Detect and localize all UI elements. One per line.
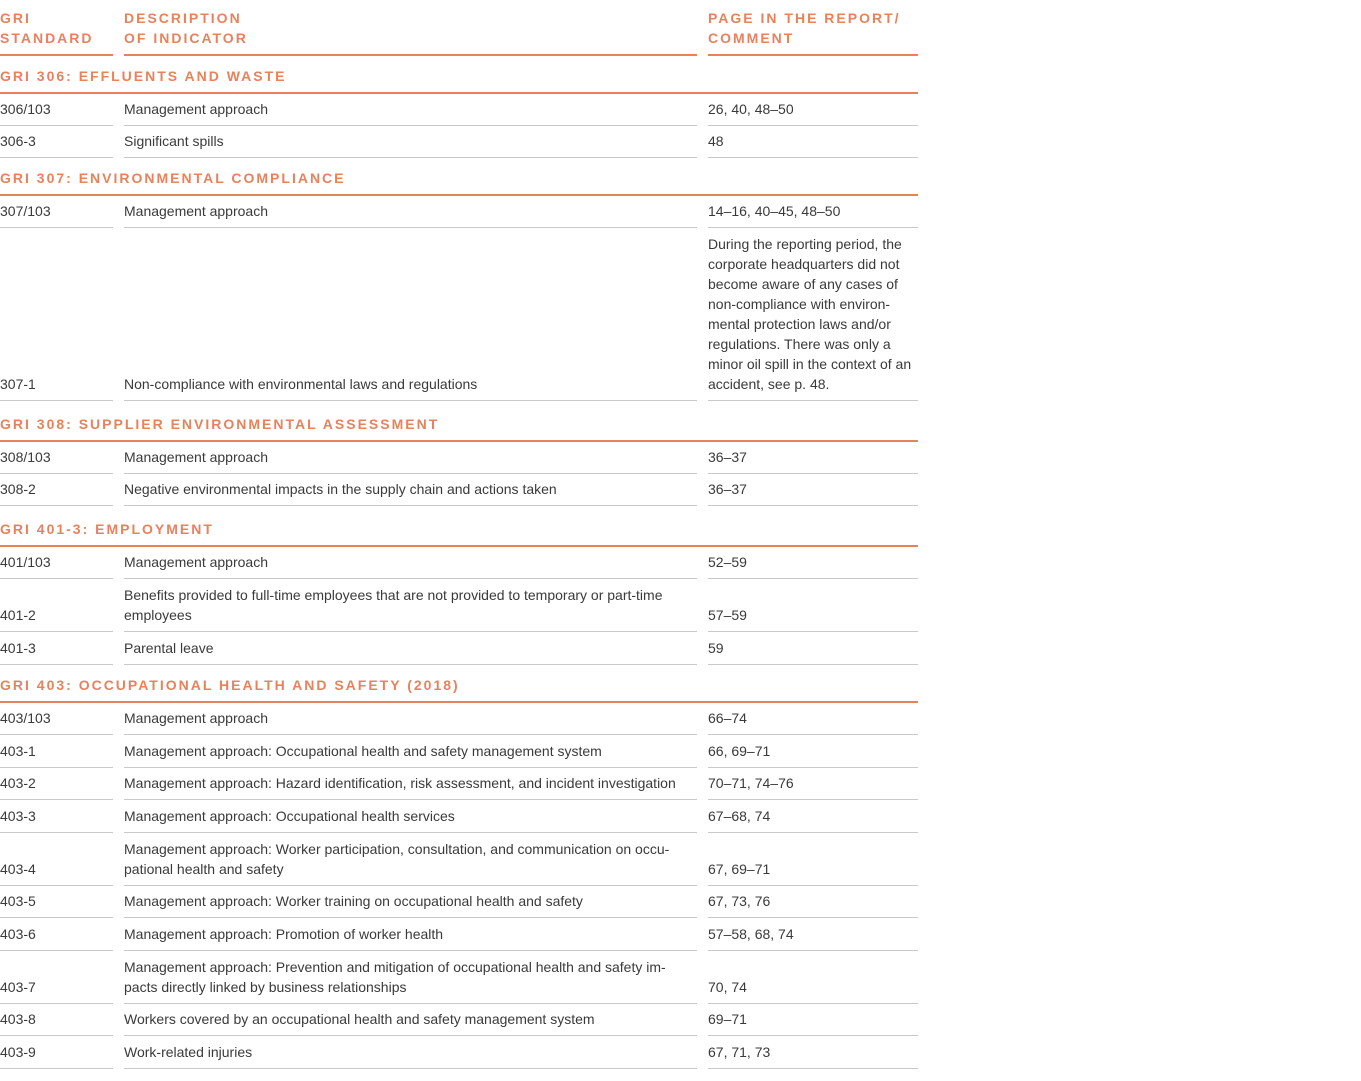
indicator-description-cell: Management approach [124, 203, 268, 219]
gri-code-cell: 401-2 [0, 607, 36, 623]
indicator-description-cell: Management approach [124, 710, 268, 726]
header-gri-standard: GRI STANDARD [0, 10, 94, 46]
section-title: GRI 306: EFFLUENTS AND WASTE [0, 68, 287, 84]
indicator-description-cell: Non-compliance with environmental laws and regulations [124, 376, 478, 392]
page-reference-cell: 59 [708, 640, 724, 656]
table-row [0, 1036, 918, 1069]
table-row [0, 579, 918, 632]
table-row [0, 735, 918, 768]
table-row [0, 94, 918, 126]
gri-code-cell: 403-2 [0, 775, 36, 791]
page-reference-cell: 52–59 [708, 554, 747, 570]
page-reference-cell: 66, 69–71 [708, 743, 771, 759]
indicator-description-cell: Workers covered by an occupational health and safety management system [124, 1011, 595, 1027]
table-row [0, 768, 918, 800]
section-heading [0, 158, 918, 196]
page-reference-cell: 14–16, 40–45, 48–50 [708, 203, 841, 219]
section-title: GRI 403: OCCUPATIONAL HEALTH AND SAFETY (2018) [0, 677, 460, 693]
table-header-row [0, 0, 918, 56]
gri-code-cell: 307-1 [0, 376, 36, 392]
section-title: GRI 308: SUPPLIER ENVIRONMENTAL ASSESSMENT [0, 416, 440, 432]
page-reference-cell: 57–58, 68, 74 [708, 926, 794, 942]
gri-code-cell: 403-6 [0, 926, 36, 942]
table-row [0, 126, 918, 158]
page-reference-cell: 36–37 [708, 449, 747, 465]
header-page-comment: PAGE IN THE REPORT/ COMMENT [708, 10, 901, 46]
indicator-description-cell: Management approach [124, 101, 268, 117]
indicator-description-cell: Parental leave [124, 640, 214, 656]
gri-code-cell: 403/103 [0, 710, 51, 726]
section-heading [0, 665, 918, 703]
gri-code-cell: 308-2 [0, 481, 36, 497]
table-row [0, 1004, 918, 1036]
page-reference-cell: 67, 71, 73 [708, 1044, 771, 1060]
page-reference-cell: 66–74 [708, 710, 747, 726]
indicator-description-cell: Negative environmental impacts in the supply chain and actions taken [124, 481, 557, 497]
table-row [0, 951, 918, 1004]
section-heading [0, 401, 918, 442]
indicator-description-cell: Benefits provided to full-time employees that are not provided to temporary or part-time employees [124, 587, 663, 623]
gri-code-cell: 403-8 [0, 1011, 36, 1027]
table-row [0, 703, 918, 735]
page-reference-cell: 67–68, 74 [708, 808, 771, 824]
gri-code-cell: 401-3 [0, 640, 36, 656]
table-row [0, 547, 918, 579]
page-reference-cell: 69–71 [708, 1011, 747, 1027]
gri-code-cell: 307/103 [0, 203, 51, 219]
indicator-description-cell: Management approach [124, 449, 268, 465]
gri-code-cell: 306-3 [0, 133, 36, 149]
table-body [0, 56, 918, 1069]
indicator-description-cell: Management approach: Promotion of worker health [124, 926, 444, 942]
indicator-description-cell: Management approach: Occupational health and safety management system [124, 743, 602, 759]
gri-code-cell: 403-4 [0, 861, 36, 877]
table-row [0, 474, 918, 506]
gri-code-cell: 403-5 [0, 893, 36, 909]
table-row [0, 886, 918, 918]
page-reference-cell: 36–37 [708, 481, 747, 497]
section-heading [0, 506, 918, 547]
gri-code-cell: 308/103 [0, 449, 51, 465]
gri-code-cell: 401/103 [0, 554, 51, 570]
header-description-of-indicator: DESCRIPTION OF INDICATOR [124, 10, 248, 46]
table-row [0, 918, 918, 951]
page-reference-cell: 70, 74 [708, 979, 747, 995]
gri-code-cell: 306/103 [0, 101, 51, 117]
table-row [0, 196, 918, 228]
indicator-description-cell: Significant spills [124, 133, 224, 149]
section-title: GRI 401-3: EMPLOYMENT [0, 521, 214, 537]
indicator-description-cell: Management approach: Worker training on occupational health and safety [124, 893, 583, 909]
page-reference-cell: 67, 73, 76 [708, 893, 771, 909]
section-title: GRI 307: ENVIRONMENTAL COMPLIANCE [0, 170, 346, 186]
page-reference-cell: 26, 40, 48–50 [708, 101, 794, 117]
table-row [0, 833, 918, 886]
section-heading [0, 56, 918, 94]
indicator-description-cell: Management approach: Occupational health services [124, 808, 455, 824]
indicator-description-cell: Management approach: Prevention and mitigation of occupational health and safety im-pacts directly linked by business relationships [124, 959, 666, 995]
table-row [0, 800, 918, 833]
indicator-description-cell: Management approach: Worker participation, consultation, and communication on occu-pational health and safety [124, 841, 670, 877]
indicator-description-cell: Work-related injuries [124, 1044, 253, 1060]
gri-code-cell: 403-1 [0, 743, 36, 759]
table-row [0, 228, 918, 401]
table-row [0, 442, 918, 474]
gri-code-cell: 403-3 [0, 808, 36, 824]
page-reference-cell: 70–71, 74–76 [708, 775, 794, 791]
indicator-description-cell: Management approach [124, 554, 268, 570]
table-row [0, 632, 918, 665]
gri-code-cell: 403-9 [0, 1044, 36, 1060]
page-reference-cell: 67, 69–71 [708, 861, 771, 877]
indicator-description-cell: Management approach: Hazard identification, risk assessment, and incident investigation [124, 775, 676, 791]
page-reference-cell: 48 [708, 133, 724, 149]
gri-code-cell: 403-7 [0, 979, 36, 995]
page-reference-cell: 57–59 [708, 607, 747, 623]
page-reference-cell: During the reporting period, the corporate headquarters did not become aware of any cases of non-compliance with environ-mental protection laws and/or regulations. There was only a minor oil spill in the context of an accident, see p. 48. [708, 236, 912, 392]
